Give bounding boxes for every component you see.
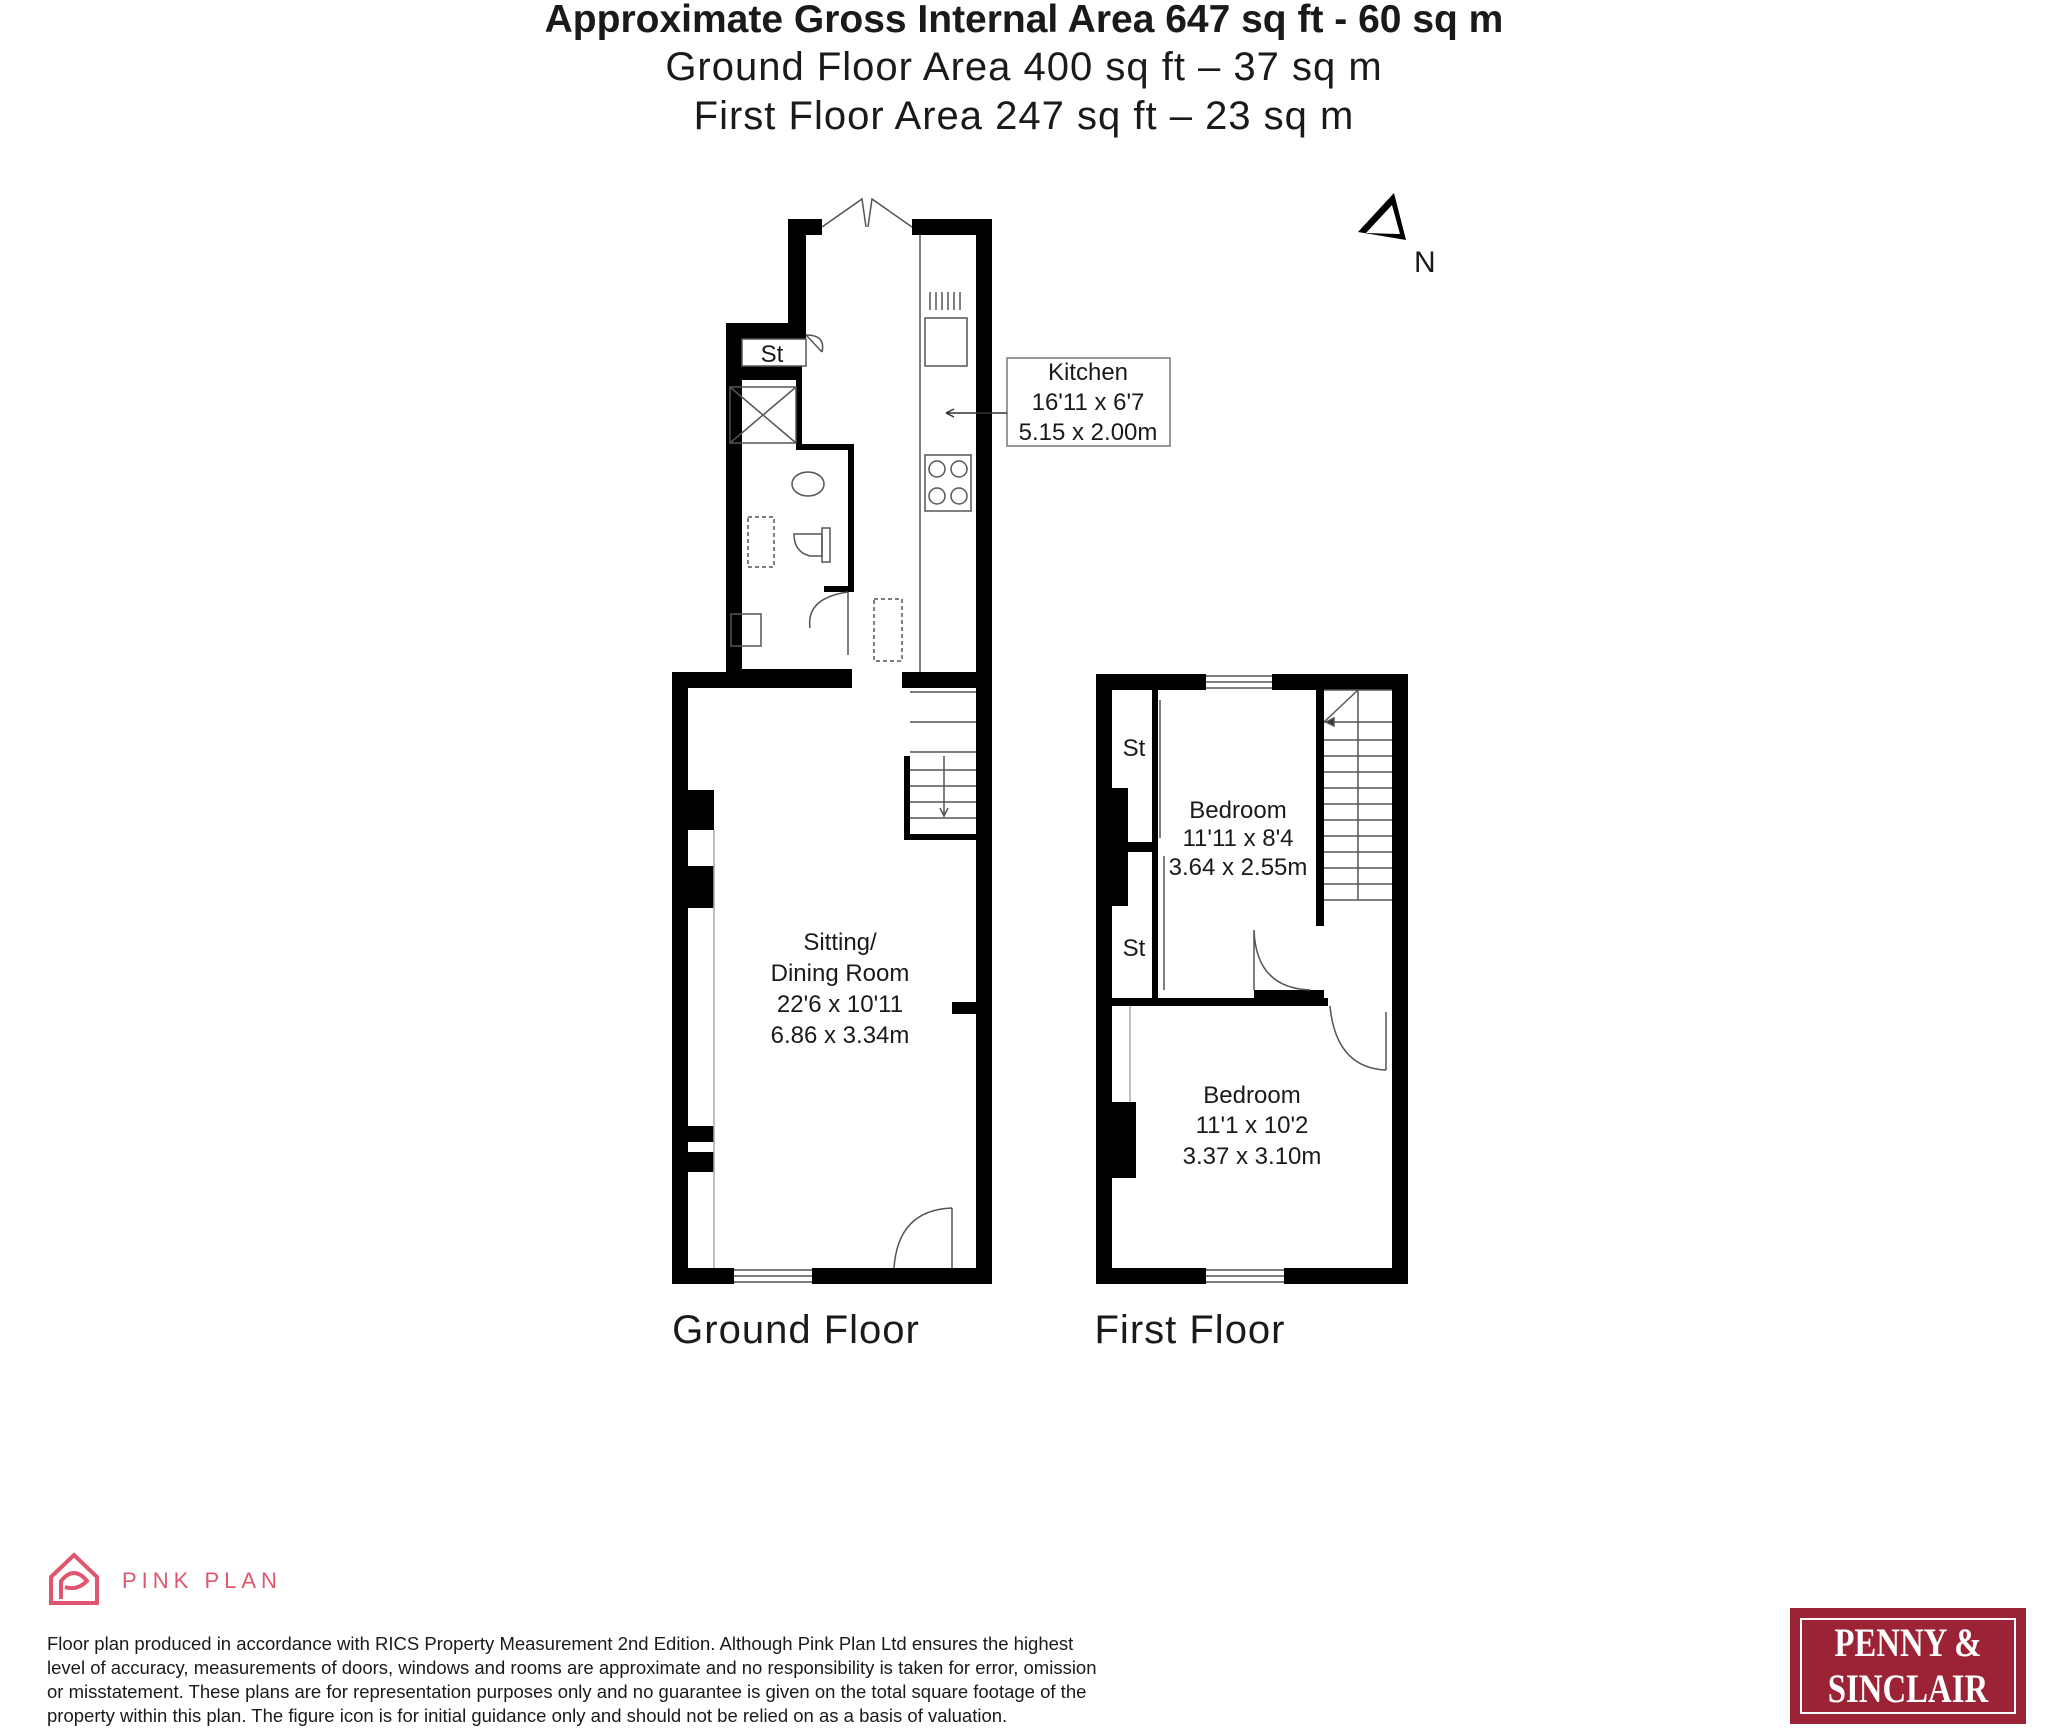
kitchen-name: Kitchen	[1047, 359, 1129, 386]
bedroom1-metric: 3.64 x 2.55m	[1168, 854, 1308, 881]
north-label: N	[1414, 246, 1436, 279]
wall	[1284, 1268, 1408, 1284]
sitting-name-1: Sitting/	[803, 929, 877, 956]
wall	[976, 684, 992, 1284]
kitchen-imperial: 16'11 x 6'7	[1031, 389, 1145, 416]
north-arrow-icon	[1358, 193, 1406, 240]
wall	[788, 219, 806, 329]
chimney-breast	[688, 1152, 714, 1172]
wall	[904, 834, 978, 840]
disclaimer-line: level of accuracy, measurements of doors, windows and rooms are approximate and no responsibility is taken for error, omission	[47, 1657, 1097, 1678]
stairs	[910, 692, 976, 818]
wall	[672, 672, 688, 1284]
wall	[796, 444, 854, 450]
bathroom-door	[810, 592, 848, 655]
wall	[1254, 990, 1324, 998]
first-floor-area: First Floor Area 247 sq ft – 23 sq m	[693, 94, 1355, 138]
pink-plan-logo-icon	[47, 1551, 101, 1607]
drainer-icon	[930, 292, 960, 310]
chimney-breast	[688, 866, 714, 908]
sitting-imperial: 22'6 x 10'11	[776, 991, 904, 1018]
bedroom1-name: Bedroom	[1189, 797, 1287, 824]
wall	[812, 1268, 992, 1284]
wall	[848, 444, 854, 586]
gross-area-title: Approximate Gross Internal Area 647 sq ft - 60 sq m	[544, 0, 1504, 41]
sink-icon	[925, 318, 967, 366]
agent-name-line1: PENNY &	[1834, 1620, 1982, 1665]
wall	[1096, 674, 1112, 1284]
wall	[672, 672, 852, 688]
store-label: St	[1122, 735, 1146, 762]
wall-stub	[952, 1002, 976, 1014]
first-floor-plan	[1096, 674, 1408, 1284]
wall	[1272, 674, 1408, 690]
wall	[792, 366, 802, 372]
window	[734, 1270, 812, 1282]
sitting-metric: 6.86 x 3.34m	[770, 1022, 910, 1049]
chimney-breast	[1112, 1102, 1136, 1178]
skylight	[874, 599, 902, 661]
window	[1206, 1270, 1284, 1282]
bedroom2-metric: 3.37 x 3.10m	[1182, 1143, 1322, 1170]
kitchen-metric: 5.15 x 2.00m	[1018, 419, 1158, 446]
wc-icon	[794, 534, 822, 556]
wall	[796, 366, 802, 450]
ground-floor-area: Ground Floor Area 400 sq ft – 37 sq m	[665, 45, 1383, 89]
store-label: St	[1122, 935, 1146, 962]
wall	[1128, 842, 1152, 852]
disclaimer	[47, 1632, 1227, 1728]
bedroom1-imperial: 11'11 x 8'4	[1182, 825, 1294, 852]
chimney-breast	[688, 1126, 714, 1142]
wall	[824, 586, 854, 592]
bedroom2-imperial: 11'1 x 10'2	[1195, 1112, 1309, 1139]
wall	[742, 366, 796, 380]
first-floor-label: First Floor	[1094, 1308, 1286, 1352]
agent-name-line2: SINCLAIR	[1827, 1666, 1989, 1711]
wall	[1096, 674, 1206, 690]
skylight	[748, 517, 774, 567]
bedroom-door	[1330, 1006, 1386, 1070]
wall	[904, 756, 910, 840]
store-door	[806, 335, 823, 352]
store-label: St	[760, 341, 784, 368]
ground-floor-label: Ground Floor	[672, 1308, 920, 1352]
toilet-icon	[792, 472, 824, 496]
pink-plan-brand: PINK PLAN	[122, 1568, 282, 1593]
window	[1206, 676, 1272, 688]
wall	[1096, 1268, 1206, 1284]
first-floor-fixtures	[1130, 676, 1392, 1282]
cistern-icon	[822, 528, 830, 562]
wall	[1316, 686, 1324, 926]
wall	[726, 323, 742, 679]
disclaimer-line: or misstatement. These plans are for representation purposes only and no guarantee is given on the total square footage of the	[47, 1681, 1087, 1702]
stairs	[1324, 690, 1392, 900]
chimney-breast	[1112, 788, 1128, 906]
bedroom2-name: Bedroom	[1203, 1082, 1301, 1109]
disclaimer-line: Floor plan produced in accordance with RICS Property Measurement 2nd Edition. Although Pink Plan Ltd ensures the highest	[47, 1633, 1074, 1654]
wall	[672, 1268, 734, 1284]
hob-icon	[925, 455, 971, 511]
wall	[788, 219, 822, 235]
disclaimer-line: property within this plan. The figure icon is for initial guidance only and should not be relied on as a basis of valuation.	[47, 1705, 1008, 1726]
front-door	[894, 1208, 952, 1268]
wall	[1112, 998, 1328, 1006]
wall	[976, 219, 992, 684]
sitting-name-2: Dining Room	[770, 960, 910, 987]
chimney-breast	[688, 790, 714, 830]
wall	[1392, 674, 1408, 1284]
bedroom-door	[1254, 930, 1310, 990]
wall	[1152, 686, 1158, 1000]
french-doors	[822, 199, 912, 227]
